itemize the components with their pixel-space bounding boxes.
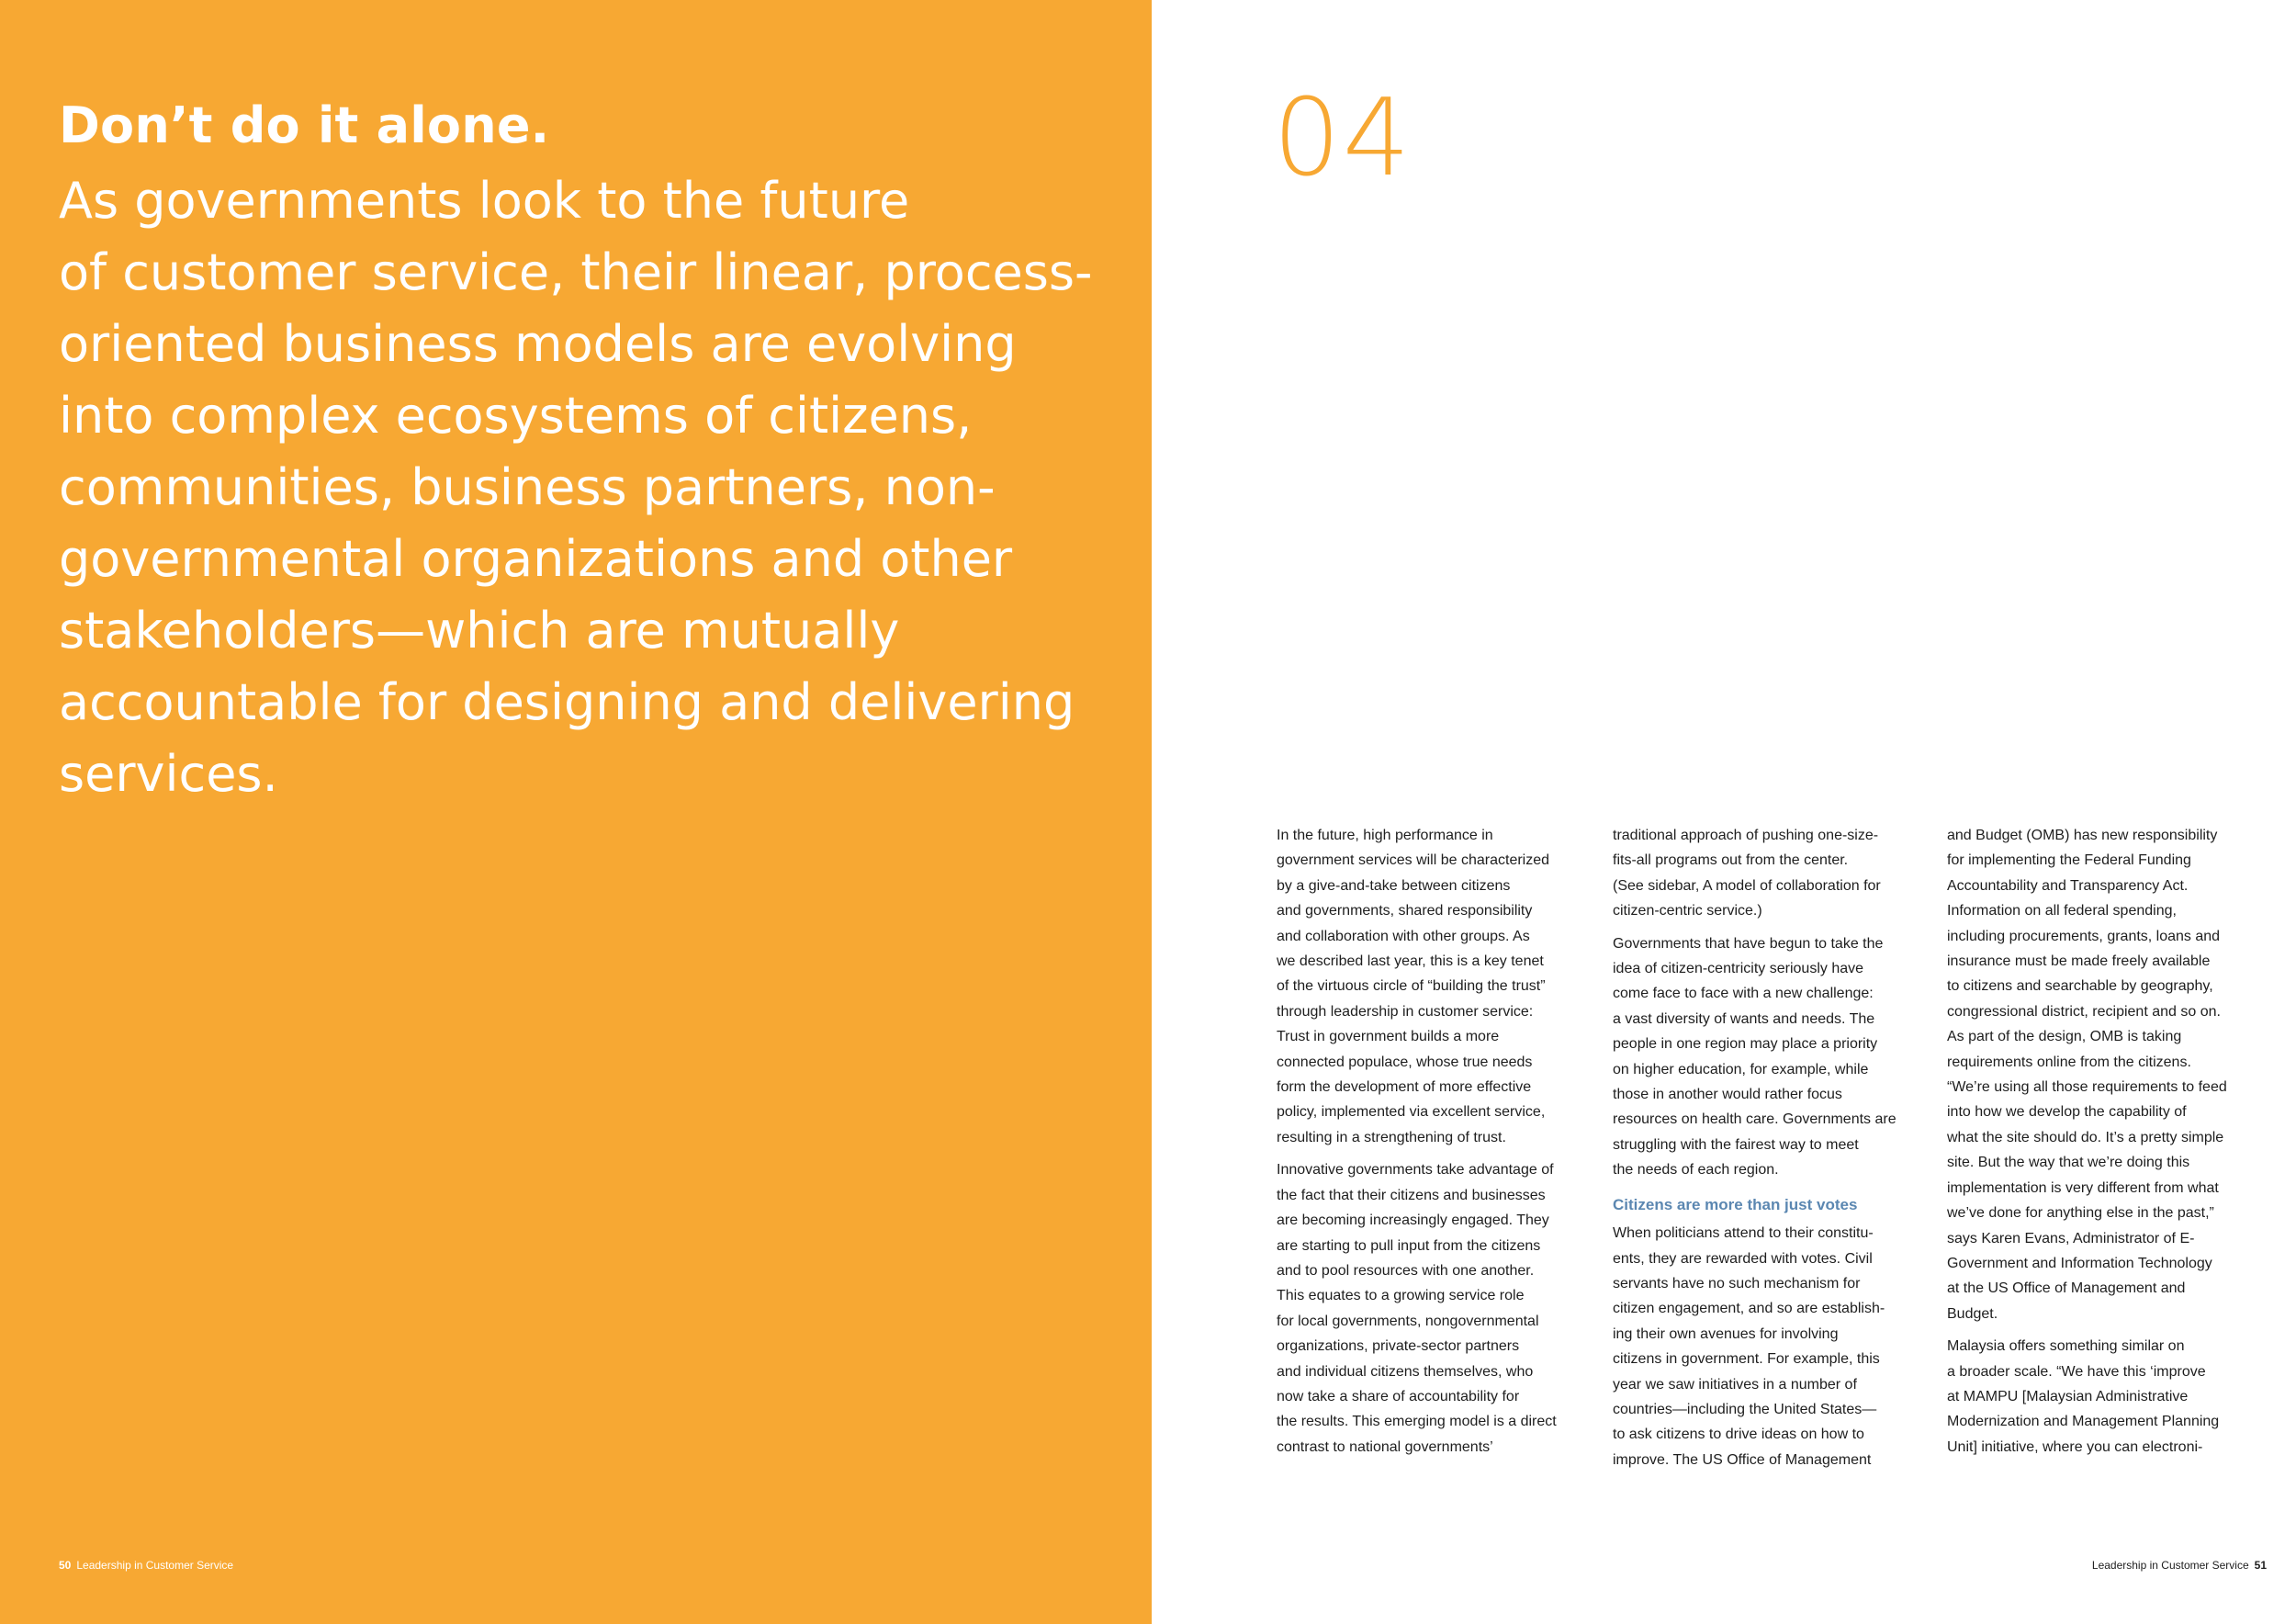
text-line: to ask citizens to drive ideas on how to (1613, 1427, 1864, 1443)
text-line: When politicians attend to their constitu- (1613, 1225, 1874, 1242)
text-line: Malaysia offers something similar on (1947, 1338, 2185, 1355)
text-line: ing their own avenues for involving (1613, 1325, 1839, 1342)
section-subhead: Citizens are more than just votes (1613, 1195, 1858, 1213)
text-line: organizations, private-sector partners (1277, 1338, 1520, 1355)
text-line: the results. This emerging model is a direct (1277, 1414, 1557, 1430)
text-line: countries—including the United States— (1613, 1401, 1877, 1417)
right-page-footer (2092, 1559, 2267, 1572)
text-line: those in another would rather focus (1613, 1087, 1842, 1103)
text-line: we described last year, this is a key tenet (1277, 953, 1544, 970)
text-line: improve. The US Office of Management (1613, 1451, 1872, 1468)
paragraph (1613, 823, 1925, 924)
text-line: year we saw initiatives in a number of (1613, 1376, 1857, 1393)
text-line: congressional district, recipient and so on. (1947, 1003, 2221, 1020)
text-line: at the US Office of Management and (1947, 1280, 2186, 1297)
intro-line: communities, business partners, non- (59, 458, 996, 516)
text-line: servants have no such mechanism for (1613, 1275, 1861, 1291)
text-line: the fact that their citizens and businesses (1277, 1187, 1546, 1203)
text-line: insurance must be made freely available (1947, 953, 2211, 970)
body-column-3 (1947, 823, 2259, 1467)
text-line: In the future, high performance in (1277, 828, 1493, 843)
text-line: fits-all programs out from the center. (1613, 852, 1849, 869)
text-line: a vast diversity of wants and needs. The (1613, 1010, 1875, 1027)
text-line: the needs of each region. (1613, 1162, 1779, 1179)
paragraph (1613, 1221, 1925, 1472)
text-line: now take a share of accountability for (1277, 1388, 1520, 1404)
text-line: traditional approach of pushing one-size- (1613, 828, 1879, 843)
intro-line: governmental organizations and other (59, 530, 1013, 588)
intro-line: stakeholders—which are mutually (59, 602, 900, 660)
text-line: and individual citizens themselves, who (1277, 1363, 1534, 1380)
text-line: Governments that have begun to take the (1613, 935, 1884, 952)
chapter-number: 04 (1273, 76, 1412, 200)
text-line: idea of citizen-centricity seriously have (1613, 961, 1864, 977)
right-page-number: 51 (2254, 1559, 2267, 1572)
paragraph (1277, 1157, 1589, 1460)
text-line: Government and Information Technology (1947, 1255, 2212, 1271)
paragraph (1277, 823, 1589, 1150)
text-line: for local governments, nongovernmental (1277, 1313, 1539, 1329)
text-line: Modernization and Management Planning (1947, 1414, 2220, 1430)
paragraph (1613, 931, 1925, 1183)
left-page-number: 50 (59, 1559, 72, 1572)
text-line: contrast to national governments’ (1277, 1438, 1493, 1455)
text-line: what the site should do. It’s a pretty simple (1947, 1129, 2224, 1145)
right-footer-publication: Leadership in Customer Service (2091, 1559, 2249, 1572)
text-line: and governments, shared responsibility (1277, 903, 1533, 919)
text-line: ents, they are rewarded with votes. Civil (1613, 1250, 1873, 1267)
body-column-1 (1277, 823, 1589, 1467)
intro-statement (59, 165, 1124, 810)
intro-line: oriented business models are evolving (59, 315, 1017, 373)
text-line: resources on health care. Governments are (1613, 1111, 1896, 1128)
text-line: and collaboration with other groups. As (1277, 928, 1530, 944)
text-line: to citizens and searchable by geography, (1947, 978, 2213, 995)
text-line: policy, implemented via excellent service, (1277, 1104, 1546, 1121)
text-line: government services will be characterized (1277, 852, 1550, 869)
text-line: As part of the design, OMB is taking (1947, 1029, 2182, 1045)
text-line: connected populace, whose true needs (1277, 1054, 1533, 1070)
intro-line: As governments look to the future (59, 172, 910, 230)
text-line: by a give-and-take between citizens (1277, 877, 1511, 894)
text-line: and Budget (OMB) has new responsibility (1947, 828, 2218, 843)
text-line: a broader scale. “We have this ‘improve (1947, 1363, 2206, 1380)
text-line: come face to face with a new challenge: (1613, 986, 1874, 1002)
text-line: into how we develop the capability of (1947, 1104, 2187, 1121)
text-line: “We’re using all those requirements to feed (1947, 1079, 2227, 1096)
left-page-footer (59, 1559, 233, 1572)
text-line: and to pool resources with one another. (1277, 1262, 1535, 1279)
paragraph (1947, 823, 2259, 1326)
text-line: Information on all federal spending, (1947, 903, 2177, 919)
text-line: resulting in a strengthening of trust. (1277, 1129, 1506, 1145)
text-line: Accountability and Transparency Act. (1947, 877, 2189, 894)
intro-line: of customer service, their linear, process- (59, 243, 1093, 301)
text-line: of the virtuous circle of “building the trust” (1277, 978, 1546, 995)
text-line: for implementing the Federal Funding (1947, 852, 2191, 869)
text-line: we’ve done for anything else in the past,” (1947, 1205, 2214, 1222)
text-line: struggling with the fairest way to meet (1613, 1136, 1859, 1153)
text-line: Unit] initiative, where you can electroni- (1947, 1438, 2203, 1455)
text-line: site. But the way that we’re doing this (1947, 1155, 2190, 1171)
text-line: says Karen Evans, Administrator of E- (1947, 1230, 2195, 1246)
text-line: people in one region may place a priority (1613, 1036, 1878, 1053)
text-line: on higher education, for example, while (1613, 1061, 1869, 1077)
intro-line: into complex ecosystems of citizens, (59, 387, 973, 445)
text-line: form the development of more effective (1277, 1079, 1532, 1096)
text-line: through leadership in customer service: (1277, 1003, 1534, 1020)
text-line: Trust in government builds a more (1277, 1029, 1500, 1045)
text-line: (See sidebar, A model of collaboration for (1613, 877, 1881, 894)
body-column-2 (1613, 823, 1925, 1480)
text-line: This equates to a growing service role (1277, 1288, 1525, 1304)
text-line: implementation is very different from what (1947, 1179, 2219, 1196)
text-line: at MAMPU [Malaysian Administrative (1947, 1388, 2189, 1404)
text-line: Innovative governments take advantage of (1277, 1162, 1554, 1179)
text-line: Budget. (1947, 1305, 1998, 1322)
intro-line: accountable for designing and delivering (59, 673, 1075, 731)
paragraph (1947, 1334, 2259, 1460)
text-line: requirements online from the citizens. (1947, 1054, 2191, 1070)
left-footer-publication: Leadership in Customer Service (76, 1559, 234, 1572)
text-line: citizen engagement, and so are establish- (1613, 1301, 1885, 1317)
text-line: are becoming increasingly engaged. They (1277, 1212, 1549, 1229)
intro-line: services. (59, 745, 278, 803)
text-line: citizen-centric service.) (1613, 903, 1762, 919)
text-line: citizens in government. For example, this (1613, 1351, 1880, 1368)
headline: Don’t do it alone. (59, 96, 550, 154)
right-page (1152, 0, 2296, 1624)
text-line: are starting to pull input from the citizens (1277, 1237, 1541, 1254)
text-line: including procurements, grants, loans and (1947, 928, 2221, 944)
